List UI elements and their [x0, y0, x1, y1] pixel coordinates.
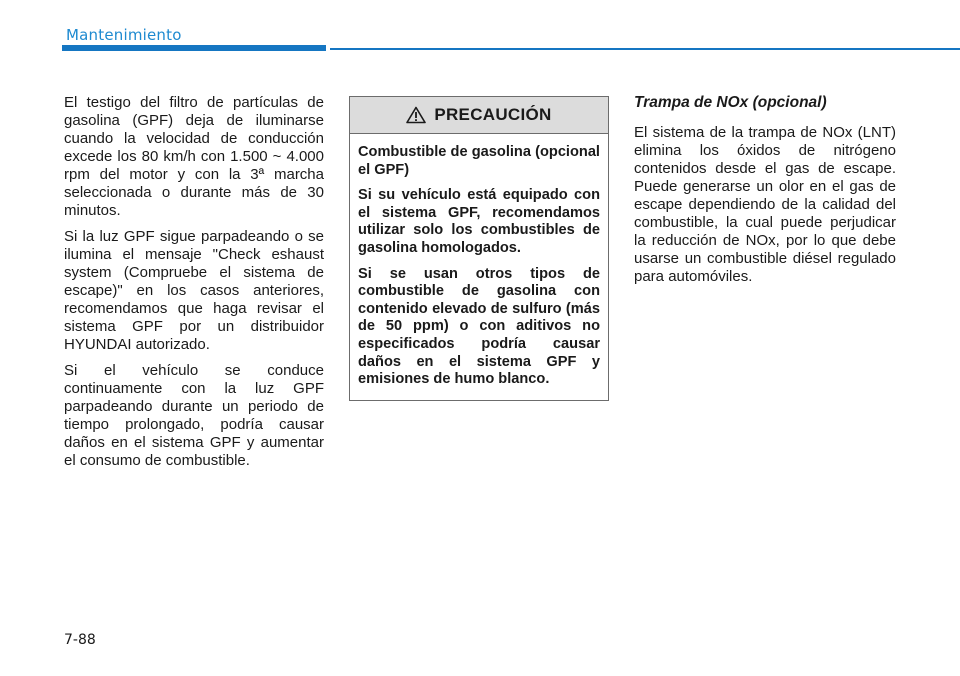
warning-triangle-icon [406, 106, 426, 124]
body-paragraph: El testigo del filtro de partículas de gasolina (GPF) deja de iluminarse cuando la velocidad de conducción excede los 80 km/h con 1.500 ~ 4.000 rpm del motor y con la 3ª marcha seleccionada o durante más de 30 minutos. [64, 94, 324, 219]
caution-title: PRECAUCIÓN [434, 105, 552, 124]
caution-paragraph: Combustible de gasolina (opcional el GPF) [358, 144, 600, 178]
header-rule-thin [330, 48, 960, 50]
column-left [64, 94, 324, 478]
header-rule-thick [62, 45, 326, 51]
caution-header [350, 97, 608, 134]
body-paragraph: Si el vehículo se conduce continuamente con la luz GPF parpadeando durante un periodo de tiempo prolongado, podría causar daños en el sistema GPF y aumentar el consumo de combustible. [64, 362, 324, 469]
column-right [634, 94, 896, 294]
body-paragraph: El sistema de la trampa de NOx (LNT) elimina los óxidos de nitrógeno contenidos desde el gas de escape. Puede generarse un olor en el gas de escape dependiendo de la calidad del combustible, la cual puede perjudicar la reducción de NOx, por lo que debe usarse un combustible diésel regulado para automóviles. [634, 124, 896, 285]
caution-paragraph: Si se usan otros tipos de combustible de gasolina con contenido elevado de sulfuro (más de 50 ppm) o con aditivos no especificados podría causar daños en el sistema GPF y emisiones de humo blanco. [358, 265, 600, 388]
caution-box [349, 96, 609, 401]
caution-paragraph: Si su vehículo está equipado con el sistema GPF, recomendamos utilizar solo los combustibles de gasolina homologados. [358, 187, 600, 256]
body-paragraph: Si la luz GPF sigue parpadeando o se ilumina el mensaje "Check eshaust system (Compruebe el sistema de escape)" en los casos anteriores, recomendamos que haga revisar el sistema GPF por un distribuidor HYUNDAI autorizado. [64, 228, 324, 353]
caution-body [350, 134, 608, 389]
subsection-heading: Trampa de NOx (opcional) [634, 94, 827, 111]
section-title: Mantenimiento [66, 26, 182, 44]
page-number: 7-88 [64, 632, 96, 648]
